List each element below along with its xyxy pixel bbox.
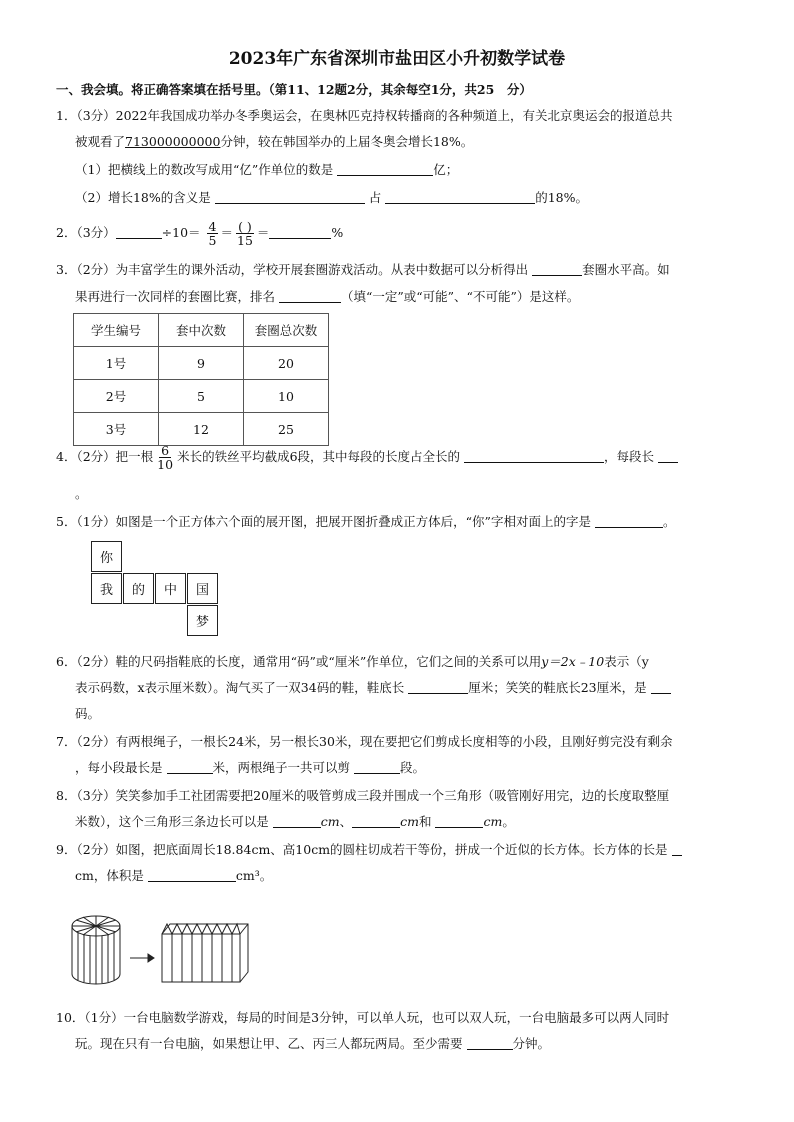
q6-text: 表示码数，x表示厘米数）。淘气买了一双34码的鞋，鞋底长 [75,680,405,695]
q7-text: 段。 [400,760,426,775]
numerator: 4 [208,219,217,234]
cube-face: 国 [187,573,218,604]
q4-text: 米长的铁丝平均截成6段，其中每段的长度占全长的 [177,449,461,464]
q3-text: 果再进行一次同样的套圈比赛，排名 [75,289,276,304]
table-cell: 9 [159,347,244,380]
equals: ＝ [256,225,270,240]
denominator: 5 [208,233,217,248]
answer-blank[interactable] [435,814,483,828]
arrow-right-icon [130,954,154,962]
percent-sign: % [331,225,344,240]
q6-formula: y＝2x﹣10 [541,654,605,669]
question-1-line1: 1．（3分）2022年我国成功举办冬季奥运会，在奥林匹克持权转播商的各种频道上，有关北京奥运会的报道总共 [56,108,673,123]
table-cell: 5 [159,380,244,413]
answer-blank[interactable] [215,190,365,204]
q1-text: 分钟，较在韩国举办的上届冬奥会增长18%。 [220,134,474,149]
question-1-sub2 [75,190,588,206]
q10-text: 玩。现在只有一台电脑，如果想让甲、乙、丙三人都玩两局。至少需要 [75,1036,463,1051]
answer-blank[interactable] [279,289,341,303]
q1-sub2-text: 占 [368,190,382,205]
fraction [155,444,175,471]
cylinder-cuboid-svg [70,912,270,992]
answer-blank[interactable] [354,760,400,774]
section-heading: 一、我会填。将正确答案填在括号里。（第11、12题2分，其余每空1分，共25 分） [56,82,532,97]
table-cell: 12 [159,413,244,446]
table-cell: 2号 [74,380,159,413]
table-cell: 1号 [74,347,159,380]
numerator: 6 [161,443,170,458]
cube-face: 的 [123,573,154,604]
answer-blank[interactable] [167,760,213,774]
answer-blank[interactable] [269,225,331,239]
q3-text: 套圈水平高。如 [582,262,670,277]
q5-text: 5．（1分）如图是一个正方体六个面的展开图，把展开图折叠成正方体后，“你”字相对面上的字是 [56,514,591,529]
question-3-line2 [75,289,579,305]
answer-blank[interactable] [337,162,433,176]
cube-face-top: 你 [91,541,122,572]
question-6-line3: 码。 [75,706,101,721]
question-4-end: 。 [75,486,88,501]
q10-text: 分钟。 [512,1036,551,1051]
question-5 [56,514,675,530]
question-2 [56,216,343,250]
question-10-line2 [75,1036,550,1052]
q4-text: 4．（2分）把一根 [56,449,154,464]
q1-text: 被观看了 [75,134,126,149]
question-6-line1 [56,654,649,670]
page-title: 2023年广东省深圳市盐田区小升初数学试卷 [228,49,566,69]
answer-blank[interactable] [408,680,468,694]
period: 。 [502,814,515,829]
q9-text: 9．（2分）如图，把底面周长18.84cm、高10cm的圆柱切成若干等份，拼成一个近似的长方体。长方体的长是 [56,842,668,857]
question-1-line2 [75,134,473,150]
q6-text: 厘米；笑笑的鞋底长23厘米，是 [468,680,647,695]
table-cell: 20 [244,347,329,380]
q9-text: cm³。 [235,868,273,883]
cube-face: 中 [155,573,186,604]
unit: cm [400,814,419,829]
q4-text: ，每段长 [604,449,655,464]
q7-text: 米，两根绳子一共可以剪 [212,760,351,775]
q2-label: 2．（3分） [56,225,116,240]
table-header: 套圈总次数 [244,314,329,347]
and-text: 和 [418,814,432,829]
answer-blank[interactable] [672,842,682,856]
equals: ＝ [220,225,233,240]
cube-face: 我 [91,573,122,604]
q3-text: 3．（2分）为丰富学生的课外活动，学校开展套圈游戏活动。从表中数据可以分析得出 [56,262,529,277]
answer-blank[interactable] [385,190,535,204]
table-header: 学生编号 [74,314,159,347]
answer-blank[interactable] [467,1036,513,1050]
cube-face-bottom: 梦 [187,605,218,636]
q1-underlined-number: 713000000000 [125,134,221,149]
question-1-sub1 [75,162,458,178]
q6-text: 6．（2分）鞋的尺码指鞋底的长度，通常用“码”或“厘米”作单位，它们之间的关系可以用 [56,654,542,669]
answer-blank[interactable] [148,868,236,882]
question-8-line1: 8．（3分）笑笑参加手工社团需要把20厘米的吸管剪成三段并围成一个三角形（吸管刚好用完，边的长度取整厘 [56,788,670,803]
q2-text: ÷10＝ [161,225,201,240]
unit: cm [483,814,503,829]
question-9-line2 [75,868,272,884]
question-4 [56,440,678,474]
q1-sub1-unit: 亿； [433,162,459,177]
q3-text: （填“一定”或“可能”、“不可能”）是这样。 [341,289,580,304]
table-row [74,380,329,413]
table-cell: 25 [244,413,329,446]
fraction [235,220,255,247]
question-7-line1: 7．（2分）有两根绳子，一根长24米，另一根长30米，现在要把它们剪成长度相等的小段，且刚好剪完没有剩余 [56,734,673,749]
q1-sub2-text: 的18%。 [535,190,589,205]
denominator: 10 [157,457,174,472]
answer-blank[interactable] [464,449,604,463]
answer-blank[interactable] [273,814,321,828]
question-6-line2 [75,680,671,696]
q7-text: ，每小段最长是 [75,760,163,775]
q6-text: 表示（y [604,654,649,669]
answer-blank[interactable] [595,514,663,528]
table-cell: 10 [244,380,329,413]
cylinder-icon [72,916,120,984]
table-row [74,347,329,380]
q1-sub1-text: （1）把横线上的数改写成用“亿”作单位的数是 [75,162,334,177]
cylinder-to-cuboid-figure [70,912,270,995]
answer-blank[interactable] [532,262,582,276]
denominator: 15 [237,233,253,248]
unit: cm [320,814,340,829]
cuboid-icon [162,924,248,982]
fraction [207,220,219,247]
q5-end: 。 [662,514,676,529]
answer-blank[interactable] [116,225,162,239]
separator: 、 [339,814,353,829]
numerator-blank: ( ) [238,219,252,234]
question-8-line2 [75,814,515,830]
table-cell: 3号 [74,413,159,446]
q1-sub2-text: （2）增长18%的含义是 [75,190,211,205]
table-header: 套中次数 [159,314,244,347]
q8-text: 米数），这个三角形三条边长可以是 [75,814,269,829]
question-3-line1 [56,262,670,278]
answer-blank[interactable] [352,814,400,828]
score-table [73,313,329,446]
question-10-line1: 10．（1分）一台电脑数学游戏，每局的时间是3分钟，可以单人玩，也可以双人玩，一台电脑最多可以两人同时 [56,1010,670,1025]
question-9-line1 [56,842,682,858]
answer-blank[interactable] [658,449,678,463]
question-7-line2 [75,760,425,776]
table-header-row [74,314,329,347]
q9-text: cm，体积是 [75,868,144,883]
answer-blank[interactable] [651,680,671,694]
